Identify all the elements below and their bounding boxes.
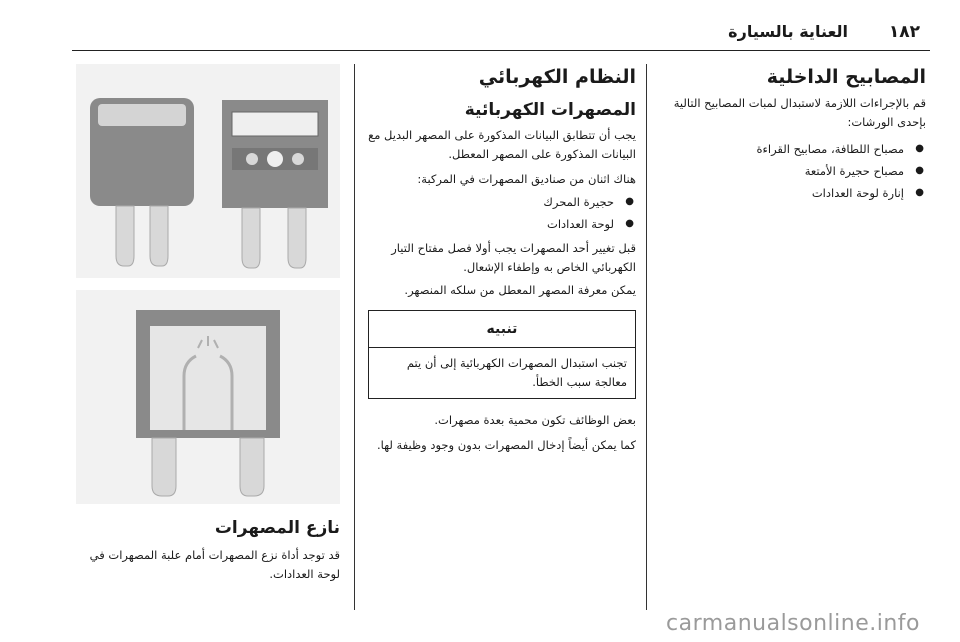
fuse-blade-left xyxy=(242,208,260,268)
fuse-blade-right xyxy=(150,206,168,266)
watermark: carmanualsonline.info xyxy=(666,611,920,636)
fuse-top-window xyxy=(98,104,186,126)
list-item: ● إنارة لوحة العدادات xyxy=(660,182,926,204)
caution-box xyxy=(368,310,636,399)
fuse-with-window-icon xyxy=(222,100,328,268)
mini-fuse-icon xyxy=(90,98,194,266)
section-title-electrical: النظام الكهربائي xyxy=(478,66,636,88)
fuse-illustration xyxy=(76,64,340,278)
fuse-socket-1 xyxy=(246,153,258,165)
figure-fuse-types xyxy=(76,64,340,278)
list-item: ● مصباح اللطافة، مصابيح القراءة xyxy=(660,138,926,160)
fuse-blade-left xyxy=(152,438,176,496)
list-item: ● لوحة العدادات xyxy=(368,213,636,235)
header-rule xyxy=(72,50,930,51)
fuse-blade-left xyxy=(116,206,134,266)
page-header xyxy=(0,22,960,46)
fuse-blade-right xyxy=(288,208,306,268)
fuse-blade-right xyxy=(240,438,264,496)
fuses-para-1: يجب أن تتطابق البيانات المذكورة على المصهر البديل مع البيانات المذكورة على المصهر المعطل. xyxy=(368,128,636,161)
section-title-fuse-extractor: نازع المصهرات xyxy=(214,518,340,538)
fuse-socket-2 xyxy=(267,151,283,167)
column-electrical-system xyxy=(368,64,636,455)
fuses-para-3: قبل تغيير أحد المصهرات يجب أولا فصل مفتاح التيار الكهربائي الخاص به وإطفاء الإشعال. xyxy=(391,241,636,274)
section-title-interior-lights: المصابيح الداخلية xyxy=(766,66,926,88)
column-interior-lights xyxy=(660,64,926,204)
figure-blown-fuse xyxy=(76,290,340,504)
column-divider-left xyxy=(354,64,355,610)
column-divider-right xyxy=(646,64,647,610)
list-item: ● مصباح حجيرة الأمتعة xyxy=(660,160,926,182)
running-title: العناية بالسيارة xyxy=(728,22,848,41)
column-fuse-extractor xyxy=(76,516,340,584)
fuse-socket-3 xyxy=(292,153,304,165)
subsection-title-fuses: المصهرات الكهربائية xyxy=(464,100,636,120)
list-item: ● حجيرة المحرك xyxy=(368,191,636,213)
blown-fuse-illustration xyxy=(76,290,340,504)
fuses-para-6: كما يمكن أيضاً إدخال المصهرات بدون وجود وظيفة لها. xyxy=(376,438,636,452)
fuse-label-window xyxy=(232,112,318,136)
fuse-box-list xyxy=(368,191,636,235)
interior-lights-list xyxy=(660,138,926,204)
fuses-para-5: بعض الوظائف تكون محمية بعدة مصهرات. xyxy=(434,413,636,427)
caution-body: تجنب استبدال المصهرات الكهربائية إلى أن يتم معالجة سبب الخطأ. xyxy=(406,356,627,389)
fuses-para-2: هناك اثنان من صناديق المصهرات في المركبة: xyxy=(417,172,636,186)
caution-heading: تنبيه xyxy=(369,311,635,348)
page-number: ١٨٢ xyxy=(888,22,920,42)
fuse-extractor-body: قد توجد أداة نزع المصهرات أمام علبة المصهرات في لوحة العدادات. xyxy=(89,548,340,581)
interior-lights-intro: قم بالإجراءات اللازمة لاستبدال لمبات المصابيح التالية بإحدى الورشات: xyxy=(673,96,926,129)
fuses-para-4: يمكن معرفة المصهر المعطل من سلكه المنصهر. xyxy=(404,283,636,297)
